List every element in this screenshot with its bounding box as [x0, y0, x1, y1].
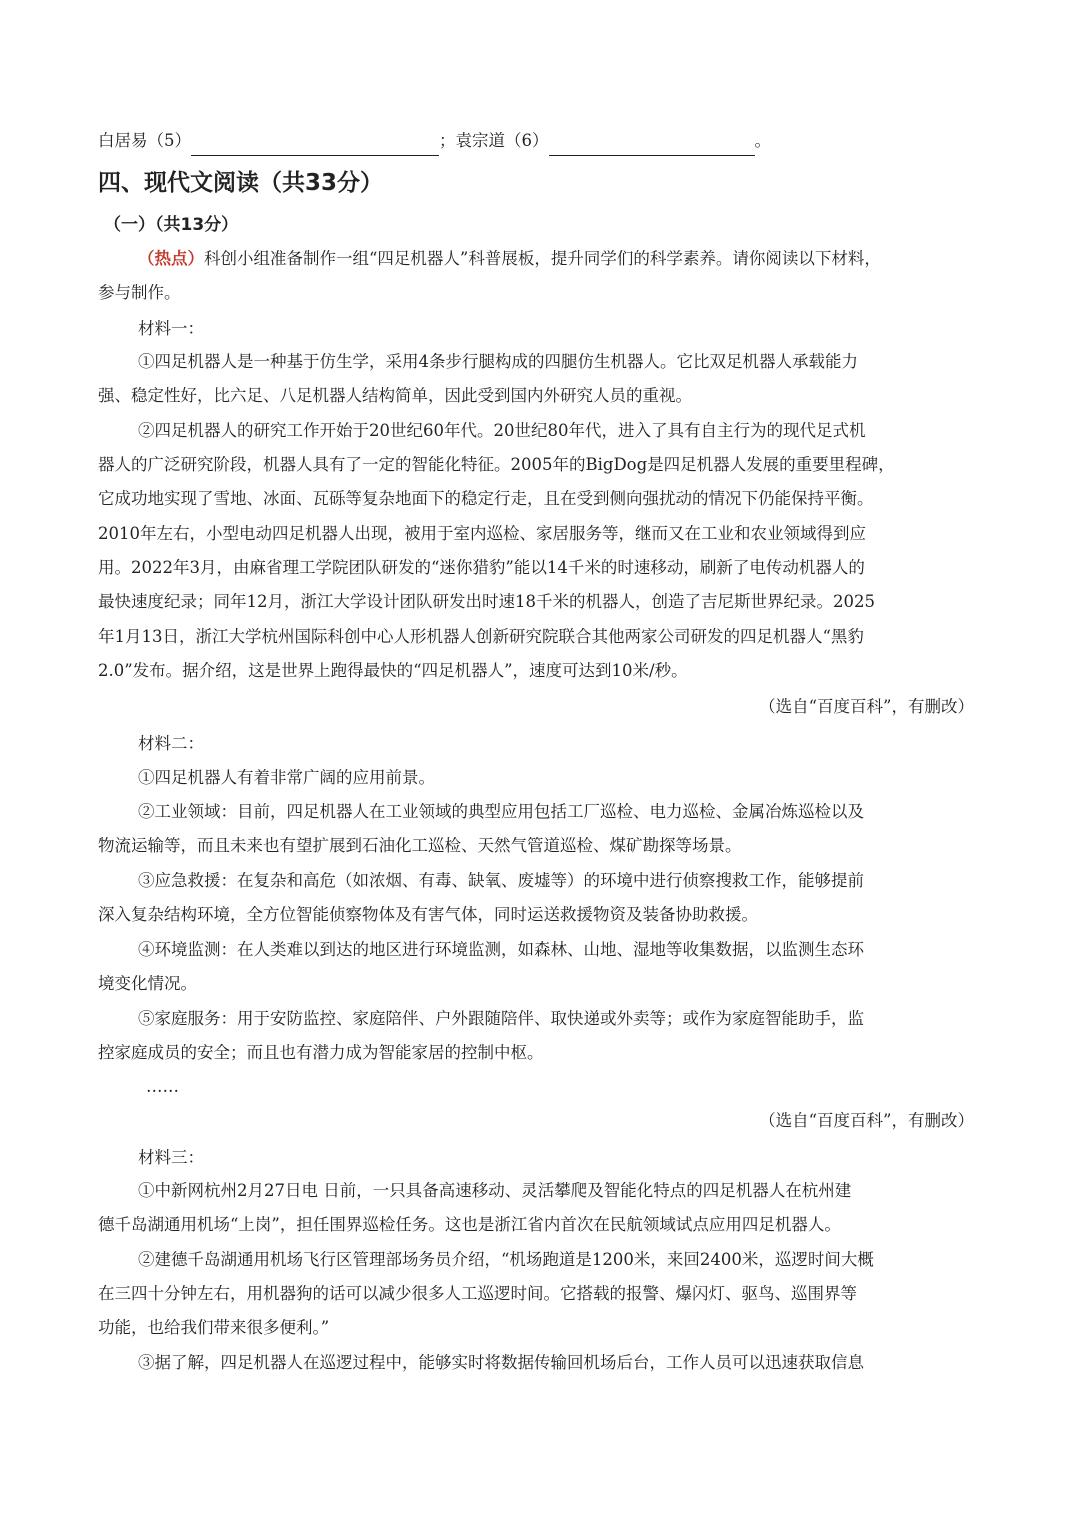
intro-line-1: [138, 244, 984, 274]
answer-blank-5[interactable]: [191, 133, 439, 156]
material-1-label: 材料一：: [138, 319, 204, 338]
m2-line: ③应急救援：在复杂和高危（如浓烟、有毒、缺氧、废墟等）的环境中进行侦察搜救工作，能够提前: [138, 871, 864, 890]
m2-ellipsis: ……: [146, 1077, 179, 1096]
m1-line: 它成功地实现了雪地、冰面、瓦砾等复杂地面下的稳定行走，且在受到侧向强扰动的情况下仍能保持平衡。: [98, 489, 874, 508]
m1-line: 2.0”发布。据介绍，这是世界上跑得最快的“四足机器人”，速度可达到10米/秒。: [98, 661, 688, 680]
m3-line: ②建德千岛湖通用机场飞行区管理部场务员介绍，“机场跑道是1200米，来回2400米，巡逻时间大概: [138, 1250, 874, 1269]
m1-line: 年1月13日，浙江大学杭州国际科创中心人形机器人创新研究院联合其他两家公司研发的四足机器人“黑豹: [98, 627, 864, 646]
material-2-label: 材料二：: [138, 734, 204, 753]
m1-line: ①四足机器人是一种基于仿生学，采用4条步行腿构成的四腿仿生机器人。它比双足机器人承载能力: [138, 352, 858, 371]
subsection-title: （一）（共13分）: [104, 215, 239, 235]
m2-line: ②工业领域：目前，四足机器人在工业领域的典型应用包括工厂巡检、电力巡检、金属冶炼巡检以及: [138, 802, 864, 821]
material-3-label: 材料三：: [138, 1148, 204, 1167]
blank-end: 。: [754, 131, 771, 150]
m1-line: ②四足机器人的研究工作开始于20世纪60年代。20世纪80年代，进入了具有自主行为的现代足式机: [138, 421, 866, 440]
hot-tag: （热点）: [138, 249, 204, 268]
intro-text: 科创小组准备制作一组“四足机器人”科普展板，提升同学们的科学素养。请你阅读以下材料，: [204, 249, 881, 268]
m2-line: ⑤家庭服务：用于安防监控、家庭陪伴、户外跟随陪伴、取快递或外卖等；或作为家庭智能助手，监: [138, 1009, 864, 1028]
m1-source: （选自“百度百科”，有删改）: [759, 697, 974, 716]
m3-line: 在三四十分钟左右，用机器狗的话可以减少很多人工巡逻时间。它搭载的报警、爆闪灯、驱鸟、巡围界等: [98, 1284, 857, 1303]
m2-line: 境变化情况。: [98, 974, 197, 993]
intro-line-2: 参与制作。: [98, 283, 181, 302]
m2-line: ①四足机器人有着非常广阔的应用前景。: [138, 768, 435, 787]
m3-line: ①中新网杭州2月27日电 日前，一只具备高速移动、灵活攀爬及智能化特点的四足机器人在杭州建: [138, 1181, 852, 1200]
m3-line: ③据了解，四足机器人在巡逻过程中，能够实时将数据传输回机场后台，工作人员可以迅速获取信息: [138, 1353, 864, 1372]
section-title: 四、现代文阅读（共33分）: [98, 170, 384, 196]
m3-line: 功能，也给我们带来很多便利。”: [98, 1318, 330, 1337]
m2-line: 物流运输等，而且未来也有望扩展到石油化工巡检、天然气管道巡检、煤矿勘探等场景。: [98, 836, 742, 855]
m2-line: 深入复杂结构环境，全方位智能侦察物体及有害气体，同时运送救援物资及装备协助救援。: [98, 905, 758, 924]
yuan-label: 袁宗道（6）: [455, 131, 549, 150]
m1-line: 器人的广泛研究阶段，机器人具有了一定的智能化特征。2005年的BigDog是四足机器人发展的重要里程碑，: [98, 455, 895, 474]
m2-line: ④环境监测：在人类难以到达的地区进行环境监测，如森林、山地、湿地等收集数据，以监测生态环: [138, 940, 864, 959]
answer-blank-6[interactable]: [549, 133, 755, 156]
blank-separator: ；: [439, 131, 456, 150]
m2-source: （选自“百度百科”，有删改）: [759, 1111, 974, 1130]
baijuyi-label: 白居易（5）: [98, 131, 191, 150]
m2-line: 控家庭成员的安全；而且也有潜力成为智能家居的控制中枢。: [98, 1043, 544, 1062]
m3-line: 德千岛湖通用机场“上岗”，担任围界巡检任务。这也是浙江省内首次在民航领域试点应用四足机器人。: [98, 1215, 841, 1234]
m1-line: 2010年左右，小型电动四足机器人出现，被用于室内巡检、家居服务等，继而又在工业和农业领域得到应: [98, 524, 866, 543]
m1-line: 强、稳定性好，比六足、八足机器人结构简单，因此受到国内外研究人员的重视。: [98, 386, 692, 405]
m1-line: 用。2022年3月，由麻省理工学院团队研发的“迷你猎豹”能以14千米的时速移动，刷新了电传动机器人的: [98, 558, 865, 577]
fill-blank-line: [98, 126, 984, 156]
m1-line: 最快速度纪录；同年12月，浙江大学设计团队研发出时速18千米的机器人，创造了吉尼斯世界纪录。2025: [98, 592, 875, 611]
